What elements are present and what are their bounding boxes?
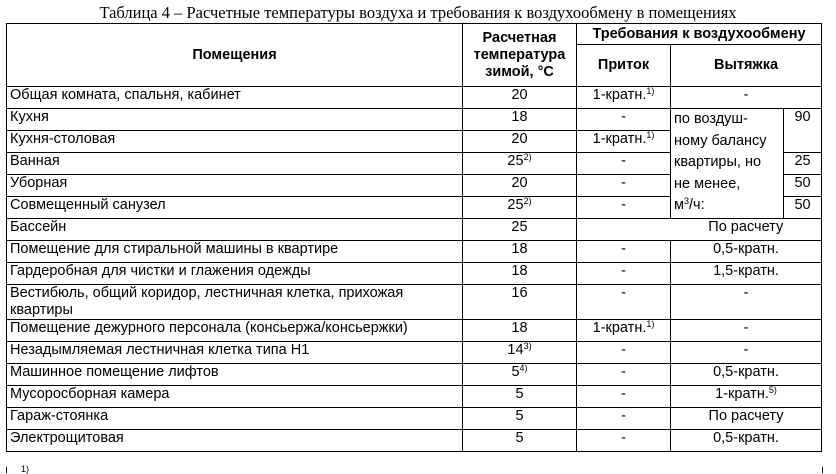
room-name — [7, 285, 463, 320]
supply-cell-text: - — [621, 153, 626, 169]
temperature-cell — [463, 241, 577, 263]
exhaust-note-line: ному балансу — [674, 132, 767, 149]
exhaust-cell — [671, 320, 822, 342]
exhaust-cell — [671, 342, 822, 364]
supply-cell — [577, 131, 671, 153]
room-name — [7, 109, 463, 131]
temperature-cell-text: 25 — [511, 219, 528, 235]
supply-cell-text: - — [621, 109, 626, 125]
room-name-text: Помещение дежурного персонала (консьержа/консьержки) — [10, 320, 408, 336]
table-row — [7, 87, 822, 109]
temperature-cell-text: 25 — [507, 197, 524, 213]
supply-cell — [577, 109, 671, 131]
supply-cell — [577, 285, 671, 320]
temperature-cell-text: 18 — [511, 241, 528, 257]
room-name — [7, 342, 463, 364]
temperature-cell — [463, 364, 577, 386]
supply-cell — [577, 153, 671, 175]
exhaust-min-value — [784, 175, 822, 197]
supply-cell-text: - — [621, 386, 626, 402]
supply-cell-text: 1-кратн. — [592, 131, 647, 147]
room-name — [7, 241, 463, 263]
room-name-text: Ванная — [10, 153, 60, 169]
table-row — [7, 430, 822, 452]
temperature-cell-text: 16 — [511, 285, 528, 301]
room-name-text: Электрощитовая — [10, 430, 124, 446]
supply-cell-footnote: 1) — [646, 130, 655, 140]
header-requirements: Требования к воздухообмену — [577, 24, 822, 45]
supply-cell-text: 1-кратн. — [592, 320, 647, 336]
table-row — [7, 219, 822, 241]
exhaust-cell — [671, 87, 822, 109]
supply-cell — [577, 241, 671, 263]
exhaust-min-value — [784, 197, 822, 219]
exhaust-min-value-text: 50 — [794, 197, 811, 213]
temperature-cell — [463, 386, 577, 408]
room-name-text: Помещение для стиральной машины в квартире — [10, 241, 339, 257]
exhaust-cell-text: 0,5-кратн. — [713, 364, 779, 380]
exhaust-cell-text: 0,5-кратн. — [713, 241, 779, 257]
room-name — [7, 153, 463, 175]
header-rooms: Помещения — [7, 24, 463, 87]
supply-cell-text: - — [621, 408, 626, 424]
temperature-cell — [463, 285, 577, 320]
table-row — [7, 263, 822, 285]
temperature-cell-text: 18 — [511, 320, 528, 336]
supply-cell — [577, 219, 671, 241]
room-name-text: Гараж-стоянка — [10, 408, 109, 424]
exhaust-cell — [671, 285, 822, 320]
room-name — [7, 219, 463, 241]
truncated-footnote-row — [6, 464, 823, 474]
temperature-cell-text: 25 — [507, 153, 524, 169]
temperature-cell-text: 14 — [507, 342, 524, 358]
room-name — [7, 430, 463, 452]
temperature-cell — [463, 342, 577, 364]
supply-cell — [577, 175, 671, 197]
header-temperature: Расчетная температура зимой, °С — [463, 24, 577, 87]
exhaust-cell-text: По расчету — [708, 408, 784, 424]
temperature-cell-text: 18 — [511, 263, 528, 279]
table-row — [7, 109, 822, 131]
temperature-cell-footnote: 2) — [523, 196, 532, 206]
exhaust-cell — [671, 263, 822, 285]
temperature-cell — [463, 219, 577, 241]
temperature-cell-text: 20 — [511, 131, 528, 147]
room-name-text: Машинное помещение лифтов — [10, 364, 219, 380]
header-supply: Приток — [577, 45, 671, 87]
exhaust-min-value-text: 50 — [794, 175, 811, 191]
header-exhaust: Вытяжка — [671, 45, 822, 87]
temperature-cell — [463, 408, 577, 430]
air-exchange-table — [6, 23, 822, 452]
supply-cell — [577, 364, 671, 386]
exhaust-cell-text: - — [743, 87, 749, 103]
supply-cell — [577, 320, 671, 342]
supply-cell-text: - — [621, 197, 626, 213]
temperature-cell — [463, 263, 577, 285]
room-name-text: Общая комната, спальня, кабинет — [10, 87, 241, 103]
supply-cell-text: - — [621, 263, 626, 279]
supply-cell-footnote: 1) — [646, 319, 655, 329]
table-row — [7, 408, 822, 430]
supply-cell-text: - — [621, 175, 626, 191]
exhaust-note-unit — [674, 195, 780, 217]
exhaust-cell — [671, 241, 822, 263]
room-name — [7, 197, 463, 219]
exhaust-cell-text: По расчету — [708, 219, 784, 235]
exhaust-cell-text: 0,5-кратн. — [713, 430, 779, 446]
temperature-cell-text: 20 — [511, 175, 528, 191]
temperature-cell-footnote: 3) — [523, 341, 532, 351]
table-row — [7, 386, 822, 408]
table-caption: Таблица 4 – Расчетные температуры воздуха и требования к воздухообмену в помещениях — [99, 3, 737, 22]
room-name-text: Кухня-столовая — [10, 131, 116, 147]
supply-cell-text: 1-кратн. — [592, 87, 647, 103]
temperature-cell-text: 5 — [515, 408, 524, 424]
temperature-cell — [463, 320, 577, 342]
table-row — [7, 342, 822, 364]
exhaust-min-value — [784, 153, 822, 175]
exhaust-note-line: квартиры, но — [674, 154, 762, 170]
room-name-text: Незадымляемая лестничная клетка типа Н1 — [10, 342, 310, 358]
exhaust-cell — [671, 430, 822, 452]
table-row — [7, 320, 822, 342]
exhaust-cell — [671, 219, 822, 241]
unit-per-hour: /ч: — [688, 197, 705, 213]
supply-cell — [577, 408, 671, 430]
temperature-cell — [463, 197, 577, 219]
supply-cell — [577, 263, 671, 285]
supply-cell — [577, 386, 671, 408]
temperature-cell — [463, 87, 577, 109]
unit-exp: 3 — [683, 196, 689, 206]
temperature-cell-text: 5 — [515, 386, 524, 402]
temperature-cell — [463, 153, 577, 175]
room-name — [7, 263, 463, 285]
supply-cell-text: - — [621, 342, 626, 358]
footnote-marker: 1) — [21, 464, 30, 474]
exhaust-min-value-text: 25 — [794, 153, 811, 169]
supply-cell — [577, 342, 671, 364]
supply-cell-text: - — [621, 285, 626, 301]
room-name — [7, 131, 463, 153]
temperature-cell-text: 5 — [511, 364, 520, 380]
temperature-cell-footnote: 4) — [519, 363, 528, 373]
temperature-cell-text: 20 — [511, 87, 528, 103]
exhaust-cell-text: 1,5-кратн. — [713, 263, 779, 279]
room-name-text: Бассейн — [10, 219, 67, 235]
exhaust-cell-text: - — [743, 285, 749, 301]
supply-cell — [577, 197, 671, 219]
supply-cell — [577, 87, 671, 109]
room-name-text: Мусоросборная камера — [10, 386, 170, 402]
exhaust-cell — [671, 364, 822, 386]
room-name — [7, 87, 463, 109]
unit-m: м — [674, 197, 684, 213]
temperature-cell — [463, 109, 577, 131]
table-row — [7, 241, 822, 263]
room-name-text: Уборная — [10, 175, 68, 191]
exhaust-cell-footnote: 5) — [768, 385, 777, 395]
room-name — [7, 408, 463, 430]
temperature-cell-footnote: 2) — [523, 152, 532, 162]
temperature-cell — [463, 131, 577, 153]
room-name — [7, 386, 463, 408]
room-name — [7, 175, 463, 197]
exhaust-cell-text: - — [743, 320, 749, 336]
exhaust-min-value — [784, 109, 822, 153]
temperature-cell — [463, 430, 577, 452]
table-row — [7, 364, 822, 386]
table-row — [7, 285, 822, 320]
temperature-cell — [463, 175, 577, 197]
exhaust-min-value-text: 90 — [794, 109, 811, 125]
supply-cell-footnote: 1) — [646, 86, 655, 96]
exhaust-cell-text: 1-кратн. — [715, 386, 769, 402]
temperature-cell-text: 18 — [511, 109, 528, 125]
exhaust-balance-note — [671, 109, 784, 219]
room-name-text: Вестибюль, общий коридор, лестничная клетка, прихожая квартиры — [10, 285, 404, 318]
exhaust-cell-text: - — [743, 342, 749, 358]
room-name-text: Гардеробная для чистки и глажения одежды — [10, 263, 311, 279]
supply-cell-text: - — [621, 241, 626, 257]
exhaust-note-line: по воздуш- — [674, 111, 748, 127]
room-name — [7, 320, 463, 342]
room-name-text: Кухня — [10, 109, 49, 125]
supply-cell-text: - — [621, 430, 626, 446]
exhaust-cell — [671, 386, 822, 408]
temperature-cell-text: 5 — [515, 430, 524, 446]
exhaust-note-line: не менее, — [674, 175, 741, 192]
exhaust-cell — [671, 408, 822, 430]
supply-cell — [577, 430, 671, 452]
room-name-text: Совмещенный санузел — [10, 197, 166, 213]
room-name — [7, 364, 463, 386]
header-row-1 — [7, 24, 822, 45]
supply-cell-text: - — [621, 364, 626, 380]
